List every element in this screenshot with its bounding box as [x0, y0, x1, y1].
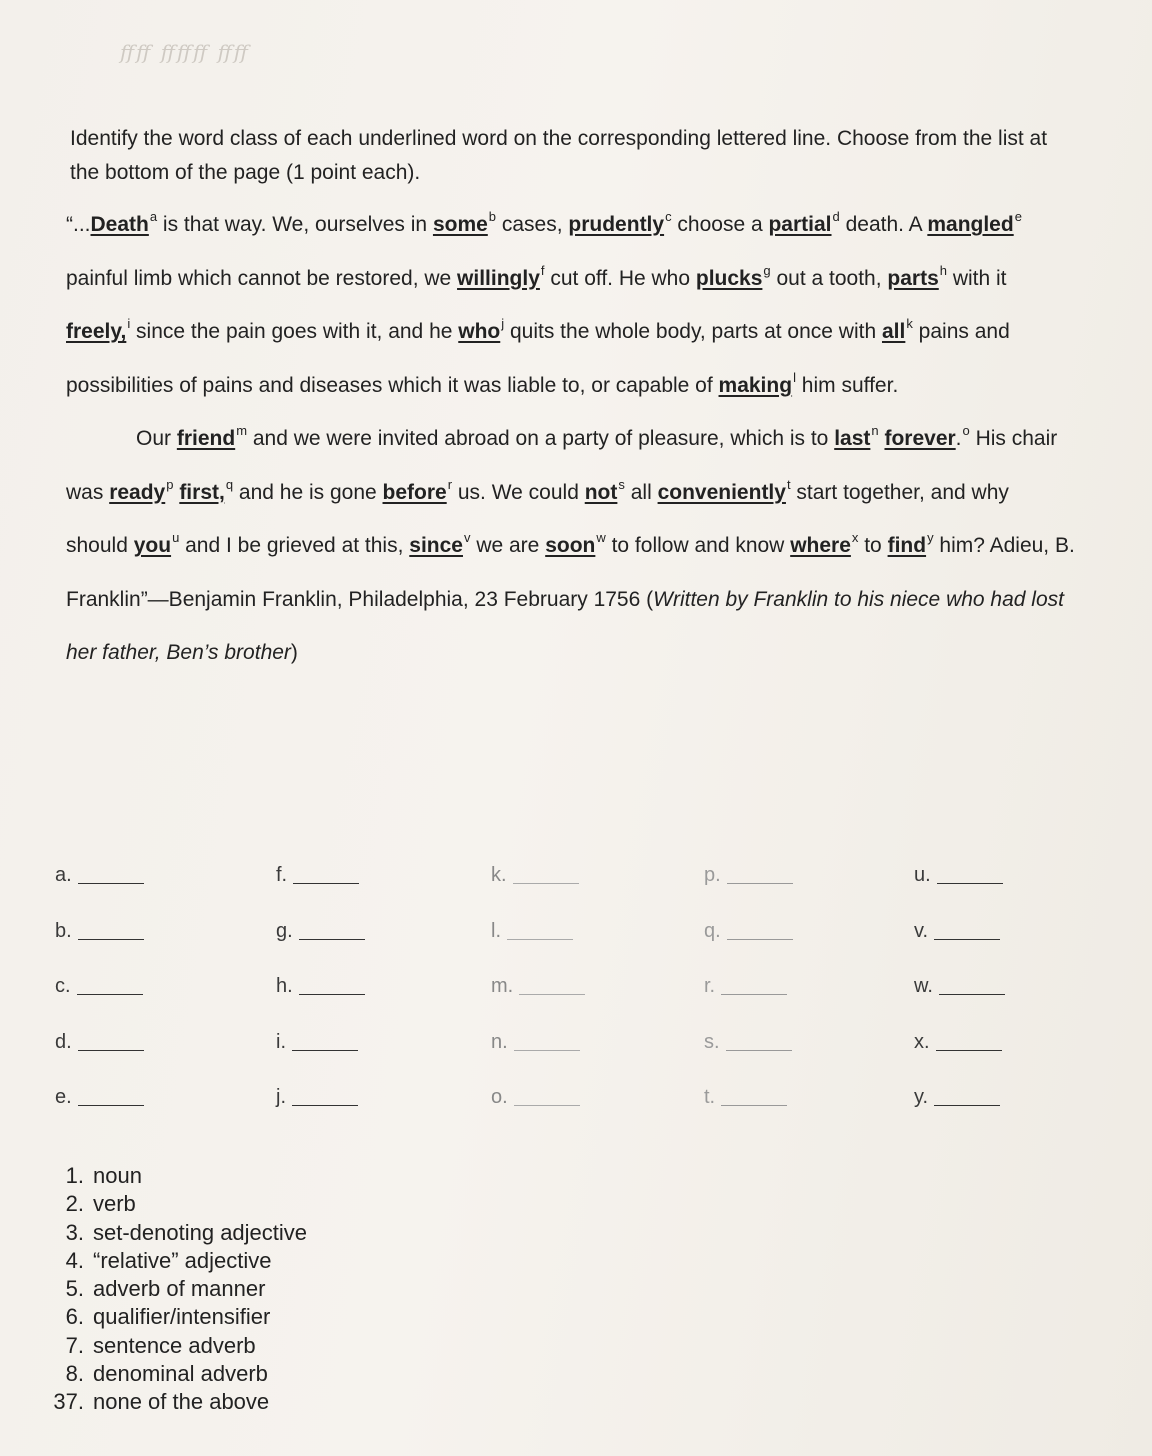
passage-text: since the pain goes with it, and he — [130, 320, 459, 343]
word-class-option — [46, 1332, 446, 1360]
answer-letter: y. — [914, 1086, 929, 1109]
passage-text: and we were invited abroad on a party of pleasure, which is to — [247, 427, 835, 450]
underlined-word: last — [834, 427, 871, 450]
option-number: 7. — [65, 1332, 84, 1358]
answer-line[interactable] — [299, 978, 365, 995]
answer-blank[interactable] — [914, 904, 1055, 960]
option-number: 2. — [65, 1191, 84, 1217]
answer-letter: t. — [704, 1086, 716, 1109]
option-label: denominal adverb — [93, 1361, 268, 1387]
answer-letter: k. — [491, 864, 507, 887]
passage-text: to — [858, 534, 888, 557]
option-number: 4. — [65, 1247, 84, 1273]
answer-letter: v. — [914, 919, 929, 942]
answer-letter: x. — [914, 1030, 930, 1053]
answer-letter: f. — [276, 864, 288, 887]
answer-letter: o. — [491, 1086, 508, 1109]
letter-marker: e — [1014, 209, 1022, 224]
letter-marker: a — [149, 209, 158, 224]
answer-blank[interactable] — [55, 1015, 276, 1071]
letter-marker: n — [871, 423, 879, 438]
letter-marker: j — [501, 316, 505, 331]
letter-marker: y — [927, 530, 934, 545]
passage-text: start together, and why should — [66, 480, 1009, 557]
answer-line[interactable] — [514, 1089, 580, 1106]
option-label: noun — [93, 1163, 142, 1188]
answer-blank[interactable] — [276, 904, 491, 960]
passage-text: quits the whole body, parts at once with — [504, 320, 882, 343]
passage-text: is that way. We, ourselves in — [157, 213, 433, 236]
passage-text: him suffer. — [795, 373, 899, 397]
word-class-option — [46, 1360, 446, 1388]
answer-line[interactable] — [514, 1034, 580, 1051]
answer-line[interactable] — [727, 923, 793, 940]
answer-blank[interactable] — [491, 959, 704, 1015]
passage-text: choose a — [671, 213, 769, 236]
passage-text: out a tooth, — [770, 266, 888, 290]
answer-blank[interactable] — [704, 959, 914, 1015]
answer-blank[interactable] — [491, 1070, 704, 1126]
answer-blank[interactable] — [704, 1070, 914, 1126]
underlined-word: where — [790, 534, 851, 557]
letter-marker: k — [906, 316, 913, 331]
answer-line[interactable] — [519, 978, 585, 995]
answer-letter: r. — [704, 975, 716, 998]
option-label: verb — [93, 1191, 136, 1217]
answer-letter: j. — [276, 1086, 286, 1109]
instructions: Identify the word class of each underlined word on the corresponding lettered line. Choose from the list at the bottom of the page (1 point each). — [70, 127, 1048, 184]
underlined-word: Death — [90, 213, 149, 236]
passage-text: and I be grieved at this, — [179, 534, 410, 557]
passage-text: him? Adieu, B. Franklin”—Benjamin Franklin, Philadelphia, 23 February 1756 ( — [66, 534, 1075, 611]
option-number: 5. — [65, 1276, 84, 1302]
answer-line[interactable] — [299, 923, 365, 940]
answer-blank[interactable] — [914, 1070, 1055, 1126]
answer-line[interactable] — [507, 923, 573, 940]
answer-letter: e. — [55, 1086, 72, 1109]
option-label: qualifier/intensifier — [93, 1304, 271, 1330]
answer-letter: d. — [55, 1030, 72, 1053]
answer-blank[interactable] — [276, 1015, 491, 1071]
letter-marker: d — [832, 209, 840, 224]
faint-handwriting: ﬀﬀ ﬀﬀﬀ ﬀﬀ — [120, 40, 250, 64]
answer-letter: w. — [914, 975, 933, 998]
passage-text: we are — [470, 534, 546, 557]
answer-letter: u. — [914, 864, 931, 887]
letter-marker: l — [793, 369, 796, 385]
passage-text: pains and possibilities of pains and diseases which it was liable to, or capable of — [66, 320, 1010, 397]
underlined-word: mangled — [927, 213, 1014, 236]
letter-marker: h — [939, 262, 947, 278]
word-class-option — [46, 1162, 446, 1190]
underlined-word: since — [409, 534, 463, 557]
underlined-word: partial — [768, 213, 832, 236]
answer-line[interactable] — [936, 1034, 1002, 1051]
answer-line[interactable] — [934, 1089, 1000, 1106]
option-label: none of the above — [93, 1389, 270, 1415]
answer-blank[interactable] — [914, 848, 1055, 904]
option-number: 8. — [65, 1361, 84, 1387]
answer-blank[interactable] — [276, 848, 491, 904]
letter-marker: g — [763, 262, 771, 278]
underlined-word: before — [382, 480, 447, 504]
option-number: 1. — [65, 1163, 84, 1188]
option-label: “relative” adjective — [93, 1247, 272, 1273]
answer-letter: h. — [276, 975, 293, 998]
answer-line[interactable] — [721, 978, 787, 995]
answer-blank[interactable] — [55, 904, 276, 960]
answer-line[interactable] — [78, 867, 144, 884]
answer-blank[interactable] — [704, 848, 914, 904]
option-number: 3. — [65, 1219, 84, 1245]
word-class-option — [46, 1219, 446, 1247]
answer-line[interactable] — [78, 923, 144, 940]
letter-marker: x — [851, 530, 859, 545]
answer-line[interactable] — [727, 867, 793, 884]
letter-marker: r — [447, 476, 453, 492]
passage-paragraph-2 — [66, 412, 1076, 680]
passage-text: us. We could — [452, 480, 585, 504]
underlined-word: not — [584, 480, 618, 504]
underlined-word: prudently — [568, 213, 665, 236]
word-class-list — [46, 1162, 446, 1417]
letter-marker: s — [618, 476, 625, 492]
letter-marker: w — [596, 530, 606, 545]
answer-letter: m. — [491, 975, 514, 998]
answer-letter: g. — [276, 919, 293, 942]
italic-note: Written by Franklin to his niece who had lost her father, Ben’s brother — [66, 587, 1064, 664]
letter-marker: u — [172, 530, 180, 545]
answer-grid — [55, 848, 1055, 1126]
passage — [66, 198, 1076, 680]
underlined-word: you — [133, 534, 172, 557]
underlined-word: friend — [176, 427, 236, 450]
passage-text: with it — [947, 266, 1007, 290]
passage-text: and he is gone — [233, 480, 383, 504]
answer-letter: a. — [55, 864, 72, 887]
letter-marker: m — [236, 423, 248, 438]
answer-letter: i. — [276, 1030, 286, 1053]
answer-line[interactable] — [721, 1089, 787, 1106]
answer-letter: p. — [704, 864, 721, 887]
answer-letter: l. — [491, 919, 501, 942]
answer-blank[interactable] — [55, 1070, 276, 1126]
answer-blank[interactable] — [914, 1015, 1055, 1071]
answer-line[interactable] — [78, 1034, 144, 1051]
answer-letter: s. — [704, 1030, 720, 1053]
answer-blank[interactable] — [491, 848, 704, 904]
letter-marker: b — [488, 209, 497, 224]
option-label: sentence adverb — [93, 1332, 256, 1358]
underlined-word: forever — [884, 427, 956, 450]
word-class-option — [46, 1275, 446, 1303]
answer-blank[interactable] — [55, 848, 276, 904]
option-label: adverb of manner — [93, 1276, 266, 1302]
answer-letter: b. — [55, 919, 72, 942]
option-label: set-denoting adjective — [93, 1219, 308, 1245]
word-class-option — [46, 1247, 446, 1275]
underlined-word: who — [458, 320, 501, 343]
underlined-word: all — [881, 320, 906, 343]
answer-blank[interactable] — [55, 959, 276, 1015]
underlined-word: parts — [887, 266, 939, 290]
passage-text: cases, — [496, 213, 569, 236]
passage-paragraph-1 — [66, 198, 1076, 412]
passage-text: ) — [290, 641, 298, 664]
letter-marker: q — [225, 476, 234, 492]
letter-marker: t — [786, 476, 791, 492]
letter-marker: o — [962, 423, 970, 438]
answer-line[interactable] — [77, 978, 143, 995]
answer-blank[interactable] — [914, 959, 1055, 1015]
word-class-option — [46, 1190, 446, 1218]
letter-marker: i — [127, 316, 131, 331]
answer-blank[interactable] — [491, 904, 704, 960]
answer-line[interactable] — [939, 978, 1005, 995]
letter-marker: f — [540, 262, 545, 278]
word-class-option — [46, 1388, 446, 1416]
letter-marker: p — [166, 476, 174, 492]
underlined-word: soon — [545, 534, 596, 557]
passage-text: . — [955, 427, 962, 450]
word-class-option — [46, 1303, 446, 1331]
option-number: 6. — [65, 1304, 84, 1330]
answer-blank[interactable] — [704, 904, 914, 960]
underlined-word: freely, — [66, 320, 127, 343]
underlined-word: plucks — [695, 266, 763, 290]
passage-text: death. A — [839, 213, 928, 236]
passage-text: “... — [66, 213, 91, 236]
option-number: 37. — [53, 1389, 84, 1415]
passage-text: cut off. He who — [544, 266, 696, 290]
underlined-word: ready — [109, 480, 166, 504]
answer-blank[interactable] — [276, 1070, 491, 1126]
answer-line[interactable] — [937, 867, 1003, 884]
underlined-word: some — [432, 213, 488, 236]
answer-line[interactable] — [726, 1034, 792, 1051]
answer-line[interactable] — [292, 1089, 358, 1106]
passage-text: all — [624, 480, 658, 504]
answer-line[interactable] — [293, 867, 359, 884]
letter-marker: v — [463, 530, 471, 545]
underlined-word: making — [718, 373, 793, 397]
answer-line[interactable] — [513, 867, 579, 884]
passage-text: painful limb which cannot be restored, we — [66, 266, 458, 290]
passage-text: Our — [136, 427, 177, 450]
underlined-word: conveniently — [657, 480, 786, 504]
answer-letter: n. — [491, 1030, 508, 1053]
answer-letter: c. — [55, 975, 71, 998]
underlined-word: willingly — [457, 266, 540, 290]
passage-text: to follow and know — [605, 534, 791, 557]
answer-blank[interactable] — [704, 1015, 914, 1071]
answer-line[interactable] — [292, 1034, 358, 1051]
underlined-word: first, — [179, 480, 225, 504]
answer-blank[interactable] — [276, 959, 491, 1015]
answer-line[interactable] — [934, 923, 1000, 940]
passage-text: His chair was — [66, 427, 1058, 504]
answer-letter: q. — [704, 919, 721, 942]
answer-line[interactable] — [78, 1089, 144, 1106]
underlined-word: find — [887, 534, 927, 557]
letter-marker: c — [665, 209, 672, 224]
answer-blank[interactable] — [491, 1015, 704, 1071]
